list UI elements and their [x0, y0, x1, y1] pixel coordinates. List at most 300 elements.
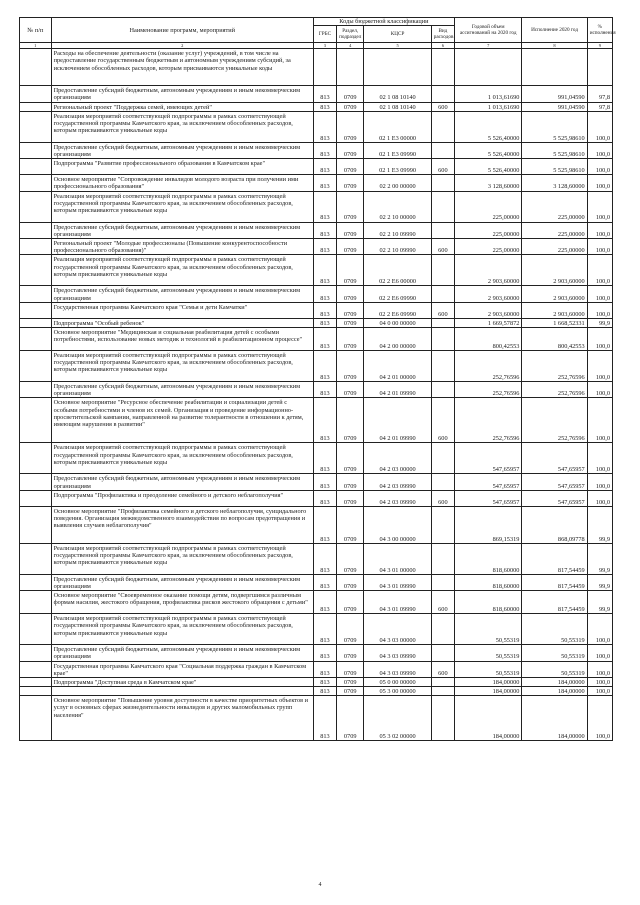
row-name-cell: Реализация мероприятий соответствующей подпрограммы в рамках соответствующей государственной программы Камчатского края, за исключением обособленных расходов, которым присваиваются уникальные коды	[51, 443, 313, 474]
table-row	[20, 382, 613, 398]
row-pct-cell: 100,0	[587, 239, 612, 255]
row-plan-cell: 818,60000	[454, 574, 521, 590]
row-number-cell	[20, 239, 52, 255]
row-plan-cell: 2 903,60000	[454, 302, 521, 318]
row-razdel-cell: 0709	[337, 506, 364, 543]
row-name-cell: Подпрограмма "Развитие профессионального образования в Камчатском крае"	[51, 159, 313, 175]
row-fact-cell: 547,65957	[522, 474, 587, 490]
row-pct-cell: 100,0	[587, 661, 612, 677]
row-razdel-cell: 0709	[337, 490, 364, 506]
row-grbs-cell: 813	[313, 382, 336, 398]
row-vid-cell: 600	[431, 239, 454, 255]
row-fact-cell: 5 525,98610	[522, 142, 587, 158]
row-ksr-cell: 02 1 E3 09990	[364, 142, 431, 158]
row-plan-cell: 547,65957	[454, 474, 521, 490]
row-vid-cell: 600	[431, 102, 454, 111]
row-vid-cell: 600	[431, 490, 454, 506]
column-number: 1	[20, 43, 52, 49]
row-name-cell: Подпрограмма "Особый ребенок"	[51, 318, 313, 327]
row-fact-cell: 50,55319	[522, 614, 587, 645]
row-number-cell	[20, 574, 52, 590]
row-number-cell	[20, 382, 52, 398]
row-grbs-cell: 813	[313, 543, 336, 574]
row-vid-cell: 600	[431, 302, 454, 318]
table-row	[20, 474, 613, 490]
row-ksr-cell: 04 3 03 00000	[364, 614, 431, 645]
row-pct-cell: 100,0	[587, 175, 612, 191]
row-name-cell: Реализация мероприятий соответствующей подпрограммы в рамках соответствующей государственной программы Камчатского края, за исключением обособленных расходов, которым присваиваются уникальные коды	[51, 255, 313, 286]
table-row	[20, 645, 613, 661]
row-pct-cell: 100,0	[587, 191, 612, 222]
table-row	[20, 696, 613, 741]
row-fact-cell: 991,04590	[522, 102, 587, 111]
row-name-cell: Основное мероприятие "Ресурсное обеспечение реабилитации и социализации детей с особыми потребностями и членов их семей. Организация и проведение информационно-просветительской кампании, направленной на развитие толерантности в отношении к детям, имеющим нарушения в развитии"	[51, 398, 313, 443]
row-razdel-cell: 0709	[337, 302, 364, 318]
column-number: 4	[337, 43, 364, 49]
row-razdel-cell: 0709	[337, 645, 364, 661]
row-plan-cell: 2 903,60000	[454, 286, 521, 302]
row-ksr-cell: 02 2 10 09990	[364, 239, 431, 255]
column-number: 9	[587, 43, 612, 49]
table-row	[20, 661, 613, 677]
col-header-vid: Вид расходов	[431, 26, 454, 43]
row-vid-cell	[431, 351, 454, 382]
row-number-cell	[20, 543, 52, 574]
row-ksr-cell: 05 3 00 00000	[364, 687, 431, 696]
table-row	[20, 255, 613, 286]
row-ksr-cell: 04 3 03 09990	[364, 661, 431, 677]
row-vid-cell	[431, 86, 454, 102]
row-fact-cell: 184,00000	[522, 696, 587, 741]
row-number-cell	[20, 102, 52, 111]
row-grbs-cell: 813	[313, 286, 336, 302]
table-row	[20, 443, 613, 474]
row-fact-cell: 252,76596	[522, 382, 587, 398]
row-plan-cell: 547,65957	[454, 443, 521, 474]
row-vid-cell	[431, 382, 454, 398]
column-number: 7	[454, 43, 521, 49]
row-grbs-cell: 813	[313, 443, 336, 474]
table-row	[20, 142, 613, 158]
row-name-cell: Региональный проект "Поддержка семей, имеющих детей"	[51, 102, 313, 111]
row-vid-cell	[431, 678, 454, 687]
row-plan-cell: 800,42553	[454, 328, 521, 351]
row-fact-cell: 5 525,98610	[522, 111, 587, 142]
table-row	[20, 175, 613, 191]
row-vid-cell	[431, 474, 454, 490]
row-grbs-cell: 813	[313, 222, 336, 238]
row-pct-cell: 100,0	[587, 222, 612, 238]
row-number-cell	[20, 687, 52, 696]
row-name-cell: Основное мероприятие "Своевременное оказание помощи детям, подвергшимся различным формам насилия, жестокого обращения, профилактика рисков жестокого обращения с детьми"	[51, 591, 313, 614]
row-razdel-cell: 0709	[337, 255, 364, 286]
row-pct-cell: 100,0	[587, 678, 612, 687]
row-pct-cell	[587, 49, 612, 86]
row-pct-cell: 99,9	[587, 506, 612, 543]
row-grbs-cell: 813	[313, 696, 336, 741]
row-fact-cell: 817,54459	[522, 591, 587, 614]
row-plan-cell: 5 526,40000	[454, 142, 521, 158]
row-number-cell	[20, 661, 52, 677]
row-plan-cell: 225,00000	[454, 239, 521, 255]
col-header-name: Наименование программ, мероприятий	[51, 18, 313, 43]
row-name-cell: Региональный проект "Молодые профессионалы (Повышение конкурентоспособности профессионального образования)"	[51, 239, 313, 255]
row-fact-cell: 800,42553	[522, 328, 587, 351]
table-row	[20, 222, 613, 238]
row-name-cell: Предоставление субсидий бюджетным, автономным учреждениям и иным некоммерческим организациям	[51, 286, 313, 302]
row-vid-cell	[431, 255, 454, 286]
row-number-cell	[20, 302, 52, 318]
row-name-cell: Подпрограмма "Профилактика и преодоление семейного и детского неблагополучия"	[51, 490, 313, 506]
row-ksr-cell: 02 2 E6 09990	[364, 302, 431, 318]
row-ksr-cell: 04 2 03 09990	[364, 490, 431, 506]
row-ksr-cell: 04 3 03 09990	[364, 645, 431, 661]
col-header-ksr: КЦСР	[364, 26, 431, 43]
row-razdel-cell: 0709	[337, 102, 364, 111]
row-number-cell	[20, 328, 52, 351]
row-vid-cell	[431, 175, 454, 191]
row-number-cell	[20, 111, 52, 142]
col-header-num: № п/п	[20, 18, 52, 43]
row-pct-cell: 100,0	[587, 328, 612, 351]
row-grbs-cell: 813	[313, 351, 336, 382]
row-razdel-cell: 0709	[337, 175, 364, 191]
column-number: 2	[51, 43, 313, 49]
row-fact-cell: 252,76596	[522, 398, 587, 443]
row-fact-cell: 1 668,52331	[522, 318, 587, 327]
row-name-cell: Предоставление субсидий бюджетным, автономным учреждениям и иным некоммерческим организациям	[51, 645, 313, 661]
table-row	[20, 614, 613, 645]
column-number: 3	[313, 43, 336, 49]
table-row	[20, 591, 613, 614]
row-fact-cell: 225,00000	[522, 191, 587, 222]
row-plan-cell: 869,15319	[454, 506, 521, 543]
row-vid-cell	[431, 318, 454, 327]
row-ksr-cell: 04 0 00 00000	[364, 318, 431, 327]
row-fact-cell: 2 903,60000	[522, 302, 587, 318]
row-pct-cell: 99,9	[587, 318, 612, 327]
table-row	[20, 286, 613, 302]
table-row	[20, 574, 613, 590]
row-fact-cell: 5 525,98610	[522, 159, 587, 175]
row-vid-cell	[431, 49, 454, 86]
row-ksr-cell: 02 2 10 09990	[364, 222, 431, 238]
row-number-cell	[20, 318, 52, 327]
row-number-cell	[20, 678, 52, 687]
row-grbs-cell: 813	[313, 111, 336, 142]
row-grbs-cell: 813	[313, 159, 336, 175]
row-fact-cell: 50,55319	[522, 645, 587, 661]
row-pct-cell: 100,0	[587, 490, 612, 506]
row-razdel-cell: 0709	[337, 574, 364, 590]
col-header-grbs: ГРБС	[313, 26, 336, 43]
row-grbs-cell: 813	[313, 191, 336, 222]
row-ksr-cell: 05 0 00 00000	[364, 678, 431, 687]
row-number-cell	[20, 614, 52, 645]
row-name-cell: Основное мероприятие "Профилактика семейного и детского неблагополучия, суицидального поведения. Организация межведомственного взаимодействия по вопросам предотвращения и выявления случаев неблагополучия"	[51, 506, 313, 543]
row-razdel-cell: 0709	[337, 398, 364, 443]
row-grbs-cell: 813	[313, 175, 336, 191]
row-plan-cell: 184,00000	[454, 687, 521, 696]
table-row	[20, 351, 613, 382]
row-razdel-cell: 0709	[337, 191, 364, 222]
row-vid-cell	[431, 687, 454, 696]
row-ksr-cell: 04 2 01 00000	[364, 351, 431, 382]
row-pct-cell: 97,8	[587, 102, 612, 111]
col-header-plan: Годовой объем ассигнований на 2020 год	[454, 18, 521, 43]
table-row	[20, 86, 613, 102]
page-number: 4	[318, 882, 322, 888]
row-fact-cell: 547,65957	[522, 490, 587, 506]
row-pct-cell: 100,0	[587, 614, 612, 645]
table-row	[20, 49, 613, 86]
row-plan-cell: 5 526,40000	[454, 159, 521, 175]
table-row	[20, 678, 613, 687]
row-number-cell	[20, 86, 52, 102]
table-row	[20, 111, 613, 142]
row-plan-cell: 50,55319	[454, 661, 521, 677]
row-vid-cell	[431, 191, 454, 222]
row-plan-cell: 547,65957	[454, 490, 521, 506]
row-plan-cell: 5 526,40000	[454, 111, 521, 142]
row-vid-cell: 600	[431, 661, 454, 677]
row-name-cell: Реализация мероприятий соответствующей подпрограммы в рамках соответствующей государственной программы Камчатского края, за исключением обособленных расходов, которым присваиваются уникальные коды	[51, 111, 313, 142]
row-name-cell: Основное мероприятие "Медицинская и социальная реабилитация детей с особыми потребностями, использование новых методик и технологий в реабилитационном процессе"	[51, 328, 313, 351]
row-grbs-cell: 813	[313, 102, 336, 111]
row-ksr-cell: 02 2 00 00000	[364, 175, 431, 191]
table-row	[20, 398, 613, 443]
row-pct-cell: 100,0	[587, 142, 612, 158]
row-grbs-cell: 813	[313, 591, 336, 614]
row-razdel-cell: 0709	[337, 661, 364, 677]
row-pct-cell: 100,0	[587, 159, 612, 175]
row-ksr-cell: 04 2 00 00000	[364, 328, 431, 351]
row-name-cell: Предоставление субсидий бюджетным, автономным учреждениям и иным некоммерческим организациям	[51, 474, 313, 490]
column-number: 8	[522, 43, 587, 49]
row-pct-cell: 100,0	[587, 398, 612, 443]
row-pct-cell: 100,0	[587, 382, 612, 398]
row-plan-cell: 50,55319	[454, 614, 521, 645]
row-fact-cell: 3 128,60000	[522, 175, 587, 191]
row-fact-cell: 817,54459	[522, 574, 587, 590]
row-plan-cell: 1 013,61690	[454, 102, 521, 111]
table-row	[20, 318, 613, 327]
row-pct-cell: 100,0	[587, 645, 612, 661]
row-plan-cell: 818,60000	[454, 543, 521, 574]
row-grbs-cell: 813	[313, 142, 336, 158]
row-number-cell	[20, 490, 52, 506]
row-razdel-cell: 0709	[337, 474, 364, 490]
row-name-cell: Реализация мероприятий соответствующей подпрограммы в рамках соответствующей государственной программы Камчатского края, за исключением обособленных расходов, которым присваиваются уникальные коды	[51, 614, 313, 645]
row-vid-cell	[431, 142, 454, 158]
row-number-cell	[20, 255, 52, 286]
row-pct-cell: 97,8	[587, 86, 612, 102]
row-plan-cell: 252,76596	[454, 351, 521, 382]
row-vid-cell	[431, 614, 454, 645]
row-grbs-cell: 813	[313, 318, 336, 327]
row-fact-cell: 868,09778	[522, 506, 587, 543]
row-plan-cell: 225,00000	[454, 191, 521, 222]
row-grbs-cell: 813	[313, 398, 336, 443]
row-grbs-cell: 813	[313, 614, 336, 645]
row-grbs-cell: 813	[313, 506, 336, 543]
row-razdel-cell: 0709	[337, 142, 364, 158]
row-ksr-cell: 04 2 01 09990	[364, 398, 431, 443]
row-ksr-cell: 04 2 03 09990	[364, 474, 431, 490]
row-grbs-cell: 813	[313, 239, 336, 255]
row-number-cell	[20, 49, 52, 86]
row-ksr-cell: 02 1 08 10140	[364, 102, 431, 111]
row-plan-cell: 1 013,61690	[454, 86, 521, 102]
row-vid-cell: 600	[431, 159, 454, 175]
budget-table-sheet	[19, 17, 616, 741]
row-grbs-cell: 813	[313, 687, 336, 696]
row-fact-cell: 991,04590	[522, 86, 587, 102]
row-number-cell	[20, 351, 52, 382]
row-grbs-cell: 813	[313, 328, 336, 351]
table-row	[20, 490, 613, 506]
row-number-cell	[20, 159, 52, 175]
row-ksr-cell: 04 3 00 00000	[364, 506, 431, 543]
row-grbs-cell: 813	[313, 574, 336, 590]
row-grbs-cell: 813	[313, 661, 336, 677]
row-fact-cell: 547,65957	[522, 443, 587, 474]
column-number: 5	[364, 43, 431, 49]
row-grbs-cell: 813	[313, 86, 336, 102]
table-row	[20, 506, 613, 543]
table-row	[20, 687, 613, 696]
row-ksr-cell: 04 3 01 09990	[364, 591, 431, 614]
row-vid-cell	[431, 574, 454, 590]
row-name-cell: Расходы на обеспечение деятельности (оказание услуг) учреждений, в том числе на предоставление государственным бюджетным и автономным учреждениям субсидий, за исключением обособленных расходов, которым присваиваются уникальные коды	[51, 49, 313, 86]
row-pct-cell: 100,0	[587, 443, 612, 474]
col-header-codes-group: Коды бюджетной классификации	[313, 18, 454, 26]
row-number-cell	[20, 286, 52, 302]
row-plan-cell	[454, 49, 521, 86]
table-row	[20, 302, 613, 318]
row-razdel-cell: 0709	[337, 239, 364, 255]
col-header-fact: Исполнение 2020 год	[522, 18, 587, 43]
row-fact-cell: 225,00000	[522, 222, 587, 238]
row-fact-cell: 225,00000	[522, 239, 587, 255]
row-vid-cell: 600	[431, 591, 454, 614]
row-number-cell	[20, 142, 52, 158]
row-name-cell: Государственная программа Камчатского края "Социальная поддержка граждан в Камчатском крае"	[51, 661, 313, 677]
row-ksr-cell: 04 3 01 09990	[364, 574, 431, 590]
row-pct-cell: 100,0	[587, 255, 612, 286]
row-pct-cell: 100,0	[587, 687, 612, 696]
row-fact-cell: 184,00000	[522, 678, 587, 687]
row-pct-cell: 100,0	[587, 286, 612, 302]
row-pct-cell: 100,0	[587, 111, 612, 142]
row-name-cell: Государственная программа Камчатского края "Семья и дети Камчатки"	[51, 302, 313, 318]
row-ksr-cell	[364, 49, 431, 86]
col-header-pct: % исполнения	[587, 18, 612, 43]
row-name-cell	[51, 687, 313, 696]
column-number: 6	[431, 43, 454, 49]
row-razdel-cell: 0709	[337, 678, 364, 687]
row-number-cell	[20, 443, 52, 474]
row-pct-cell: 99,9	[587, 591, 612, 614]
row-razdel-cell: 0709	[337, 286, 364, 302]
row-razdel-cell: 0709	[337, 443, 364, 474]
row-fact-cell: 2 903,60000	[522, 286, 587, 302]
col-header-razdel: Раздел, подраздел	[337, 26, 364, 43]
row-grbs-cell	[313, 49, 336, 86]
row-number-cell	[20, 398, 52, 443]
row-razdel-cell: 0709	[337, 318, 364, 327]
row-plan-cell: 252,76596	[454, 382, 521, 398]
row-vid-cell	[431, 543, 454, 574]
row-ksr-cell: 05 3 02 00000	[364, 696, 431, 741]
row-name-cell: Основное мероприятие "Сопровождение инвалидов молодого возраста при получении ими профессионального образования"	[51, 175, 313, 191]
row-name-cell: Предоставление субсидий бюджетным, автономным учреждениям и иным некоммерческим организациям	[51, 574, 313, 590]
row-grbs-cell: 813	[313, 678, 336, 687]
row-pct-cell: 100,0	[587, 351, 612, 382]
row-grbs-cell: 813	[313, 302, 336, 318]
table-row	[20, 102, 613, 111]
row-vid-cell	[431, 506, 454, 543]
table-row	[20, 328, 613, 351]
row-name-cell: Основное мероприятие "Повышение уровня доступности в качестве приоритетных объектов и услуг в основных сферах жизнедеятельности инвалидов и других маломобильных групп населения"	[51, 696, 313, 741]
row-plan-cell: 225,00000	[454, 222, 521, 238]
row-grbs-cell: 813	[313, 255, 336, 286]
row-razdel-cell: 0709	[337, 86, 364, 102]
row-fact-cell: 252,76596	[522, 351, 587, 382]
row-plan-cell: 2 903,60000	[454, 255, 521, 286]
row-number-cell	[20, 591, 52, 614]
row-vid-cell	[431, 111, 454, 142]
row-razdel-cell: 0709	[337, 591, 364, 614]
row-number-cell	[20, 222, 52, 238]
row-plan-cell: 184,00000	[454, 696, 521, 741]
row-vid-cell	[431, 696, 454, 741]
row-number-cell	[20, 474, 52, 490]
row-fact-cell: 50,55319	[522, 661, 587, 677]
row-plan-cell: 1 669,57872	[454, 318, 521, 327]
row-name-cell: Предоставление субсидий бюджетным, автономным учреждениям и иным некоммерческим организациям	[51, 86, 313, 102]
row-number-cell	[20, 645, 52, 661]
row-pct-cell: 99,9	[587, 543, 612, 574]
row-fact-cell: 817,54459	[522, 543, 587, 574]
row-number-cell	[20, 696, 52, 741]
budget-table	[19, 17, 616, 741]
row-plan-cell: 3 128,60000	[454, 175, 521, 191]
row-pct-cell: 100,0	[587, 696, 612, 741]
row-pct-cell: 100,0	[587, 302, 612, 318]
row-fact-cell: 184,00000	[522, 687, 587, 696]
row-plan-cell: 184,00000	[454, 678, 521, 687]
row-razdel-cell: 0709	[337, 159, 364, 175]
row-vid-cell	[431, 443, 454, 474]
row-ksr-cell: 04 2 03 00000	[364, 443, 431, 474]
row-number-cell	[20, 191, 52, 222]
row-name-cell: Подпрограмма "Доступная среда в Камчатском крае"	[51, 678, 313, 687]
row-razdel-cell: 0709	[337, 696, 364, 741]
row-vid-cell	[431, 328, 454, 351]
row-razdel-cell: 0709	[337, 222, 364, 238]
row-vid-cell	[431, 645, 454, 661]
row-razdel-cell: 0709	[337, 328, 364, 351]
row-plan-cell: 252,76596	[454, 398, 521, 443]
row-number-cell	[20, 175, 52, 191]
row-ksr-cell: 02 2 10 00000	[364, 191, 431, 222]
row-ksr-cell: 02 1 E3 09990	[364, 159, 431, 175]
row-name-cell: Реализация мероприятий соответствующей подпрограммы в рамках соответствующей государственной программы Камчатского края, за исключением обособленных расходов, которым присваиваются уникальные коды	[51, 191, 313, 222]
row-ksr-cell: 04 3 01 00000	[364, 543, 431, 574]
row-plan-cell: 818,60000	[454, 591, 521, 614]
row-razdel-cell: 0709	[337, 351, 364, 382]
